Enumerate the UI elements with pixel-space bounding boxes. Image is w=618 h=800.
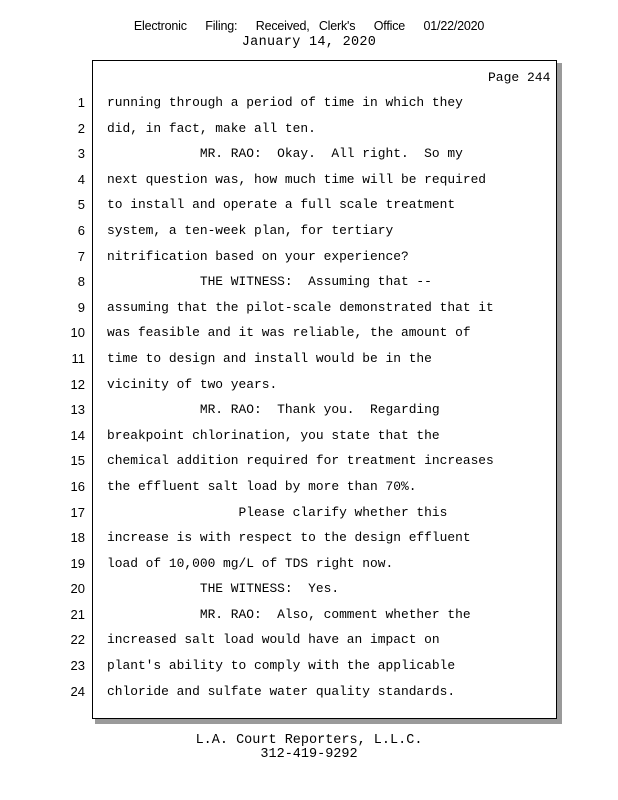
- transcript-line: the effluent salt load by more than 70%.: [107, 478, 417, 494]
- transcript-line: assuming that the pilot-scale demonstrated that it: [107, 299, 494, 315]
- transcript-line: nitrification based on your experience?: [107, 248, 409, 264]
- line-number: 21: [70, 606, 85, 622]
- transcript-line: Please clarify whether this: [107, 504, 448, 520]
- line-number: 20: [70, 581, 85, 597]
- transcript-body: [107, 95, 552, 709]
- transcript-line: MR. RAO: Also, comment whether the: [107, 606, 471, 622]
- line-number: 16: [70, 478, 85, 494]
- line-number: 11: [71, 350, 85, 366]
- court-reporter-name: L.A. Court Reporters, L.L.C.: [195, 733, 423, 748]
- transcript-line: increase is with respect to the design effluent: [107, 530, 471, 546]
- transcript-line: vicinity of two years.: [107, 376, 278, 392]
- line-number: 13: [70, 402, 85, 418]
- transcript-line: chemical addition required for treatment increases: [107, 453, 494, 469]
- transcript-line: time to design and install would be in the: [107, 350, 432, 366]
- line-number: 23: [70, 658, 85, 674]
- transcript-line: THE WITNESS: Yes.: [107, 581, 340, 597]
- transcript-line: THE WITNESS: Assuming that --: [107, 274, 432, 290]
- court-reporter-phone: 312-419-9292: [260, 747, 358, 762]
- page-number: Page 244: [488, 70, 551, 85]
- line-number: 18: [70, 530, 85, 546]
- line-number: 7: [77, 248, 85, 264]
- line-number: 1: [77, 95, 85, 110]
- hearing-date: January 14, 2020: [241, 35, 377, 50]
- transcript-line: was feasible and it was reliable, the amount of: [107, 325, 471, 341]
- line-number: 15: [70, 453, 85, 469]
- line-number: 24: [70, 683, 85, 699]
- transcript-line: did, in fact, make all ten.: [107, 120, 316, 136]
- line-number: 17: [70, 504, 85, 520]
- transcript-line: breakpoint chlorination, you state that the: [107, 427, 440, 443]
- transcript-line: load of 10,000 mg/L of TDS right now.: [107, 555, 394, 571]
- transcript-line: plant's ability to comply with the applicable: [107, 658, 456, 674]
- line-number: 4: [77, 171, 85, 187]
- line-number: 9: [77, 299, 85, 315]
- transcript-line: to install and operate a full scale treatment: [107, 197, 456, 213]
- transcript-line: chloride and sulfate water quality standards.: [107, 683, 456, 699]
- transcript-line: system, a ten-week plan, for tertiary: [107, 222, 394, 238]
- line-number: 12: [70, 376, 85, 392]
- line-number: 22: [70, 632, 85, 648]
- line-number: 14: [70, 427, 85, 443]
- transcript-line: increased salt load would have an impact on: [107, 632, 440, 648]
- transcript-line: MR. RAO: Thank you. Regarding: [107, 402, 440, 418]
- line-number: 10: [70, 325, 85, 341]
- line-number-column: [60, 95, 85, 709]
- transcript-line: running through a period of time in which they: [107, 95, 463, 110]
- line-number: 6: [77, 222, 85, 238]
- transcript-line: MR. RAO: Okay. All right. So my: [107, 146, 463, 162]
- efiling-stamp: Electronic Filing: Received, Clerk's Office 01/22/2020: [133, 19, 485, 33]
- line-number: 19: [70, 555, 85, 571]
- line-number: 2: [77, 120, 85, 136]
- line-number: 8: [77, 274, 85, 290]
- transcript-line: next question was, how much time will be required: [107, 171, 487, 187]
- line-number: 3: [77, 146, 85, 162]
- line-number: 5: [77, 197, 85, 213]
